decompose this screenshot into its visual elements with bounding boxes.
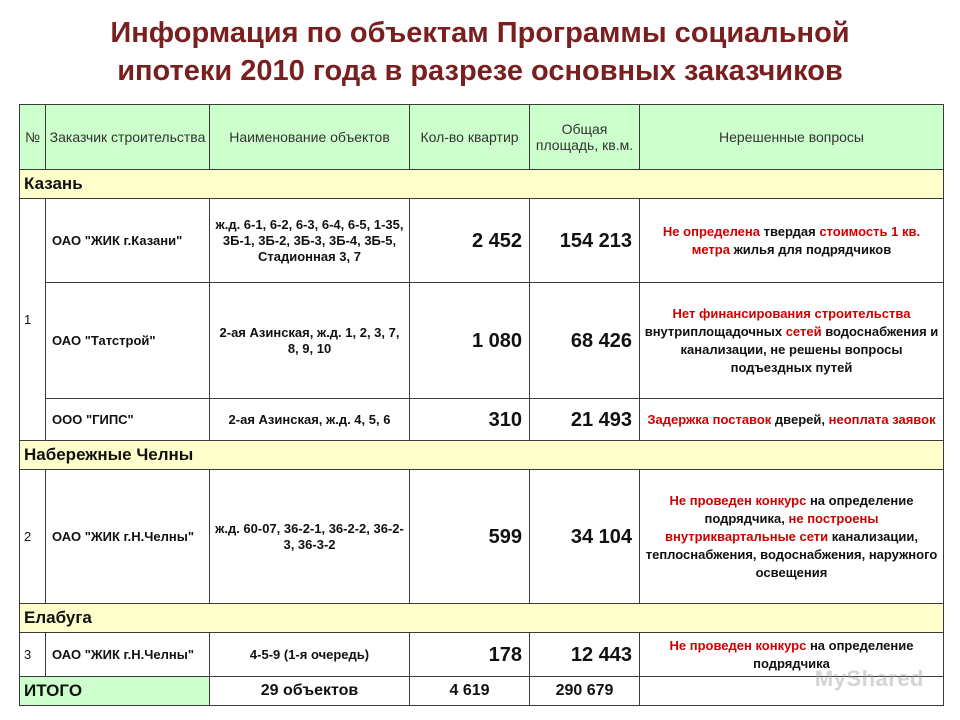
- section-row-chelny: [20, 441, 944, 470]
- issue-text: на определение подрядчика: [753, 637, 914, 671]
- customer-cell: ООО "ГИПС": [46, 399, 210, 441]
- issue-text: водоснабжения и канализации, не решены вопросы подъездных путей: [680, 323, 939, 375]
- issue-text: канализации, теплоснабжения, водоснабжения, наружного освещения: [645, 528, 938, 580]
- table-row: [20, 199, 944, 283]
- area-cell: 68 426: [530, 283, 640, 399]
- table-row: [20, 399, 944, 441]
- objects-cell: 2-ая Азинская, ж.д. 4, 5, 6: [210, 399, 410, 441]
- objects-cell: ж.д. 6-1, 6-2, 6-3, 6-4, 6-5, 1-35, 3Б-1, 3Б-2, 3Б-3, 3Б-4, 3Б-5, Стадионная 3, 7: [210, 199, 410, 283]
- issue-highlight-text: сетей: [785, 323, 822, 339]
- total-area: 290 679: [530, 677, 640, 706]
- objects-table: [19, 104, 944, 706]
- issue-highlight-text: Нет финансирования строительства: [672, 305, 911, 321]
- section-row-kazan: [20, 170, 944, 199]
- table-row: [20, 470, 944, 604]
- header-issues: Нерешенные вопросы: [640, 105, 944, 170]
- header-num: №: [20, 105, 46, 170]
- title-line-1: Информация по объектам Программы социальной: [110, 17, 850, 49]
- area-cell: 21 493: [530, 399, 640, 441]
- watermark: MyShared: [814, 666, 924, 691]
- row-number: 2: [20, 470, 46, 604]
- section-title: Казань: [20, 170, 944, 199]
- objects-cell: ж.д. 60-07, 36-2-1, 36-2-2, 36-2-3, 36-3-2: [210, 470, 410, 604]
- header-customer: Заказчик строительства: [46, 105, 210, 170]
- customer-cell: ОАО "ЖИК г.Казани": [46, 199, 210, 283]
- customer-cell: ОАО "ЖИК г.Н.Челны": [46, 470, 210, 604]
- total-row: [20, 677, 944, 706]
- issue-highlight-text: Задержка поставок: [647, 411, 772, 427]
- section-title: Набережные Челны: [20, 441, 944, 470]
- customer-cell: ОАО "Татстрой": [46, 283, 210, 399]
- issues-cell: [640, 283, 944, 399]
- issue-highlight-text: Не проведен конкурс: [669, 492, 807, 508]
- header-area: Общая площадь, кв.м.: [530, 105, 640, 170]
- issue-highlight-text: Не определена: [662, 223, 760, 239]
- issue-highlight-text: Не проведен конкурс: [669, 637, 807, 653]
- area-cell: 12 443: [530, 633, 640, 677]
- header-apartments: Кол-во квартир: [410, 105, 530, 170]
- customer-cell: ОАО "ЖИК г.Н.Челны": [46, 633, 210, 677]
- total-apartments: 4 619: [410, 677, 530, 706]
- total-label: ИТОГО: [20, 677, 210, 706]
- area-cell: 34 104: [530, 470, 640, 604]
- issue-text: дверей,: [771, 411, 829, 427]
- issue-text: жилья для подрядчиков: [729, 241, 892, 257]
- row-number: 1: [20, 199, 46, 441]
- title-line-2: ипотеки 2010 года в разрезе основных заказчиков: [117, 55, 843, 87]
- issue-highlight-text: неоплата заявок: [828, 411, 936, 427]
- objects-cell: 4-5-9 (1-я очередь): [210, 633, 410, 677]
- issue-text: внутриплощадочных: [644, 323, 786, 339]
- table-header-row: [20, 105, 944, 170]
- apartments-cell: 2 452: [410, 199, 530, 283]
- table-row: [20, 633, 944, 677]
- issue-highlight-text: стоимость 1 кв. метра: [691, 223, 921, 257]
- issue-text: на определение подрядчика,: [704, 492, 914, 526]
- apartments-cell: 599: [410, 470, 530, 604]
- total-objects: 29 объектов: [210, 677, 410, 706]
- objects-cell: 2-ая Азинская, ж.д. 1, 2, 3, 7, 8, 9, 10: [210, 283, 410, 399]
- issues-cell: [640, 199, 944, 283]
- issue-highlight-text: не построены внутриквартальные сети: [665, 510, 879, 544]
- apartments-cell: 178: [410, 633, 530, 677]
- row-number: 3: [20, 633, 46, 677]
- area-cell: 154 213: [530, 199, 640, 283]
- section-row-elabuga: [20, 604, 944, 633]
- issues-cell: [640, 399, 944, 441]
- issues-cell: [640, 470, 944, 604]
- issue-text: твердая: [760, 223, 820, 239]
- apartments-cell: 1 080: [410, 283, 530, 399]
- apartments-cell: 310: [410, 399, 530, 441]
- section-title: Елабуга: [20, 604, 944, 633]
- table-row: [20, 283, 944, 399]
- header-objects: Наименование объектов: [210, 105, 410, 170]
- page-title: [0, 14, 960, 90]
